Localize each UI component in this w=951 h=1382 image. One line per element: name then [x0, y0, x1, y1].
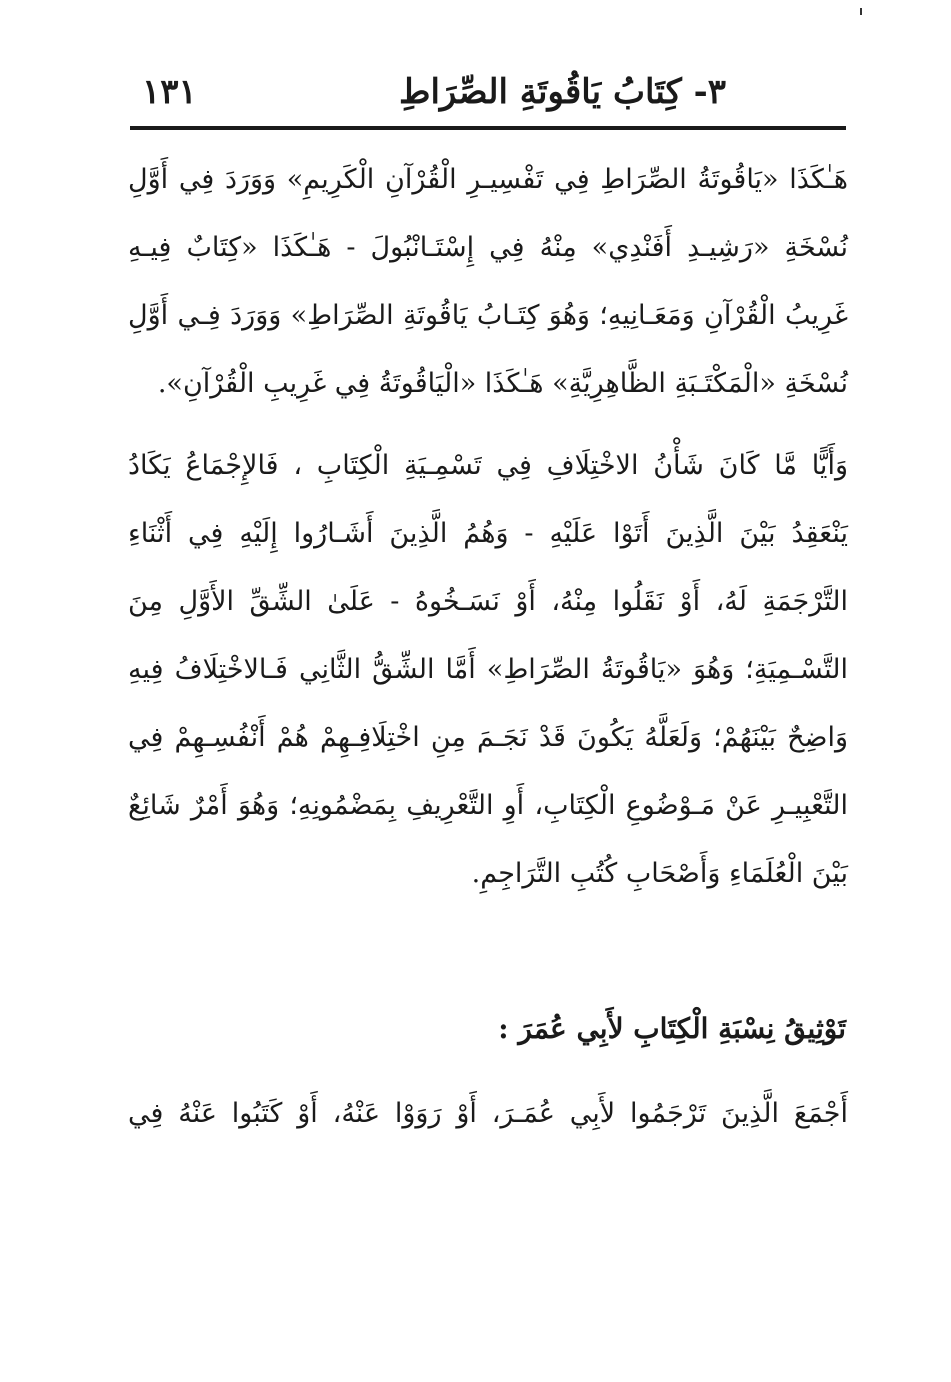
section-paragraph: أَجْمَعَ الَّذِينَ تَرْجَمُوا لأَبِي عُمَـرَ، أَوْ رَوَوْا عَنْهُ، أَوْ كَتَبُوا عَنْهُ فِي [128, 1098, 848, 1129]
page-number: ١٣١ [142, 72, 197, 112]
scan-speck [860, 8, 862, 15]
header-rule [130, 126, 846, 130]
paragraph-title-variants: هَـٰكَذَا «يَاقُوتَةُ الصِّرَاطِ فِي تَفْسِيـرِ الْقُرْآنِ الْكَرِيمِ» وَوَرَدَ فِي أَوَّلِ نُسْخَةِ «رَشِيـدِ أَفَنْدِي» مِنْهُ فِي إِسْتَـانْبُولَ - هَـٰكَذَا «كِتَابٌ فِيـهِ غَرِيبُ الْقُرْآنِ وَمَعَـانِيهِ؛ وَهُوَ كِتَـابُ يَاقُوتَةِ الصِّرَاطِ» وَوَرَدَ فِـي أَوَّلِ نُسْخَةِ «الْمَكْتَـبَةِ الظَّاهِرِيَّةِ» هَـٰكَذَا «الْيَاقُوتَةُ فِي غَرِيبِ الْقُرْآنِ». [128, 164, 848, 399]
paragraph-title-consensus: وَأَيًّا مَّا كَانَ شَأْنُ الاخْتِلَافِ فِي تَسْمِـيَةِ الْكِتَابِ ، فَالإِجْمَاعُ يَكَادُ يَنْعَقِدُ بَيْنَ الَّذِينَ أَتَوْا عَلَيْهِ - وَهُمُ الَّذِينَ أَشَـارُوا إِلَيْهِ فِي أَثْنَاءِ التَّرْجَمَةِ لَهُ، أَوْ نَقَلُوا مِنْهُ، أَوْ نَسَـخُوهُ - عَلَىٰ الشِّقِّ الأَوَّلِ مِنَ التَّسْـمِيَةِ؛ وَهُوَ «يَاقُوتَةُ الصِّرَاطِ» أَمَّا الشِّقُّ الثَّانِي فَـالاخْتِلَافُ فِيهِ وَاضِحٌ بَيْنَهُمْ؛ وَلَعَلَّهُ يَكُونَ قَدْ نَجَـمَ مِنِ اخْتِلَافِـهِمْ هُمْ أَنْفُسِـهِمْ فِي التَّعْبِيـرِ عَنْ مَـوْضُوعِ الْكِتَابِ، أَوِ التَّعْرِيفِ بِمَضْمُونِهِ؛ وَهُوَ أَمْرٌ شَائِعٌ بَيْنَ الْعُلَمَاءِ وَأَصْحَابِ كُتُبِ التَّرَاجِمِ. [128, 450, 848, 889]
body-text [128, 146, 848, 908]
page-header [130, 62, 846, 126]
running-title: ٣- كِتَابُ يَاقُوتَةِ الصِّرَاطِ [399, 72, 726, 112]
section-heading: تَوْثِيقُ نِسْبَةِ الْكِتَابِ لأَبِي عُمَرَ : [498, 1012, 846, 1045]
